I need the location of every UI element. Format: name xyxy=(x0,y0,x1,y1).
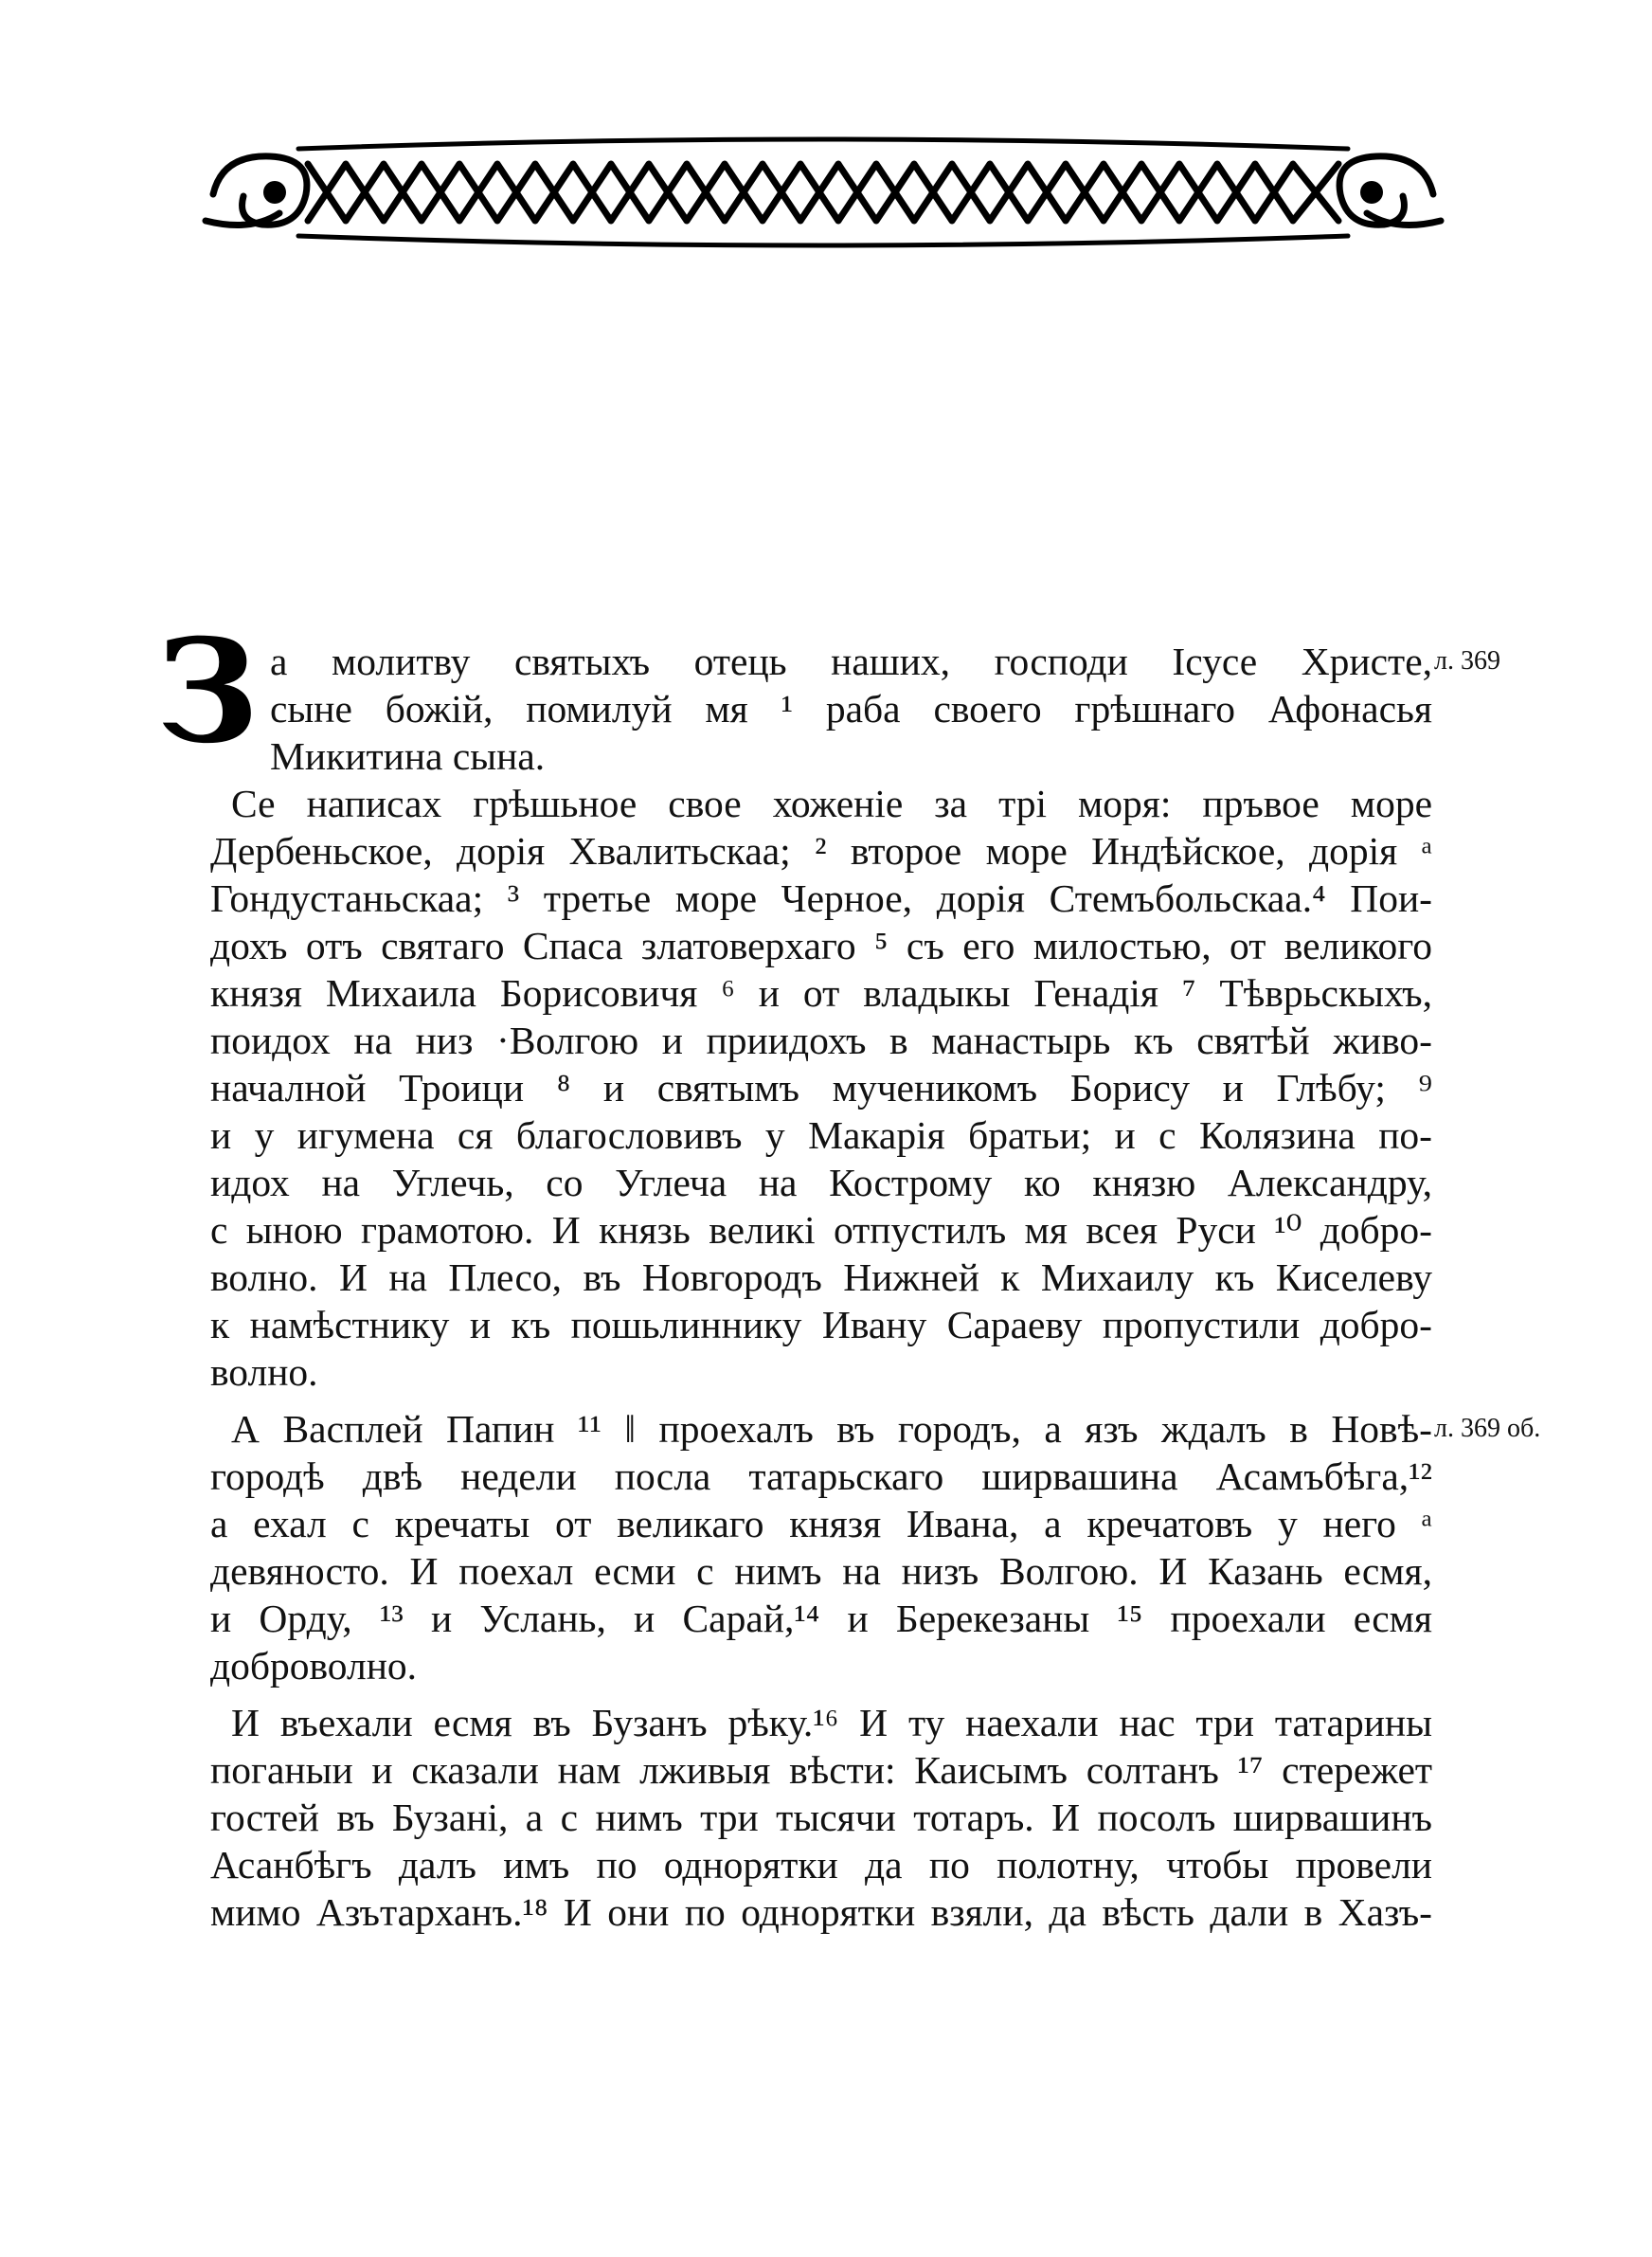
text-line: И въехали есмя въ Бузанъ рѣку.¹⁶ И ту наехали нас три татарины xyxy=(231,1701,1432,1744)
drop-cap-glyph: З xyxy=(155,608,260,775)
text-line: Гондустаньскаа; ³ третье море Черное, дорія Стемъбольскаа.⁴ Пои- xyxy=(210,876,1432,920)
text-line: девяносто. И поехал есми с нимъ на низъ Волгою. И Казань есмя, xyxy=(210,1549,1432,1593)
text-line: поганыи и сказали нам лживыя вѣсти: Каисымъ солтанъ ¹⁷ стережет xyxy=(210,1748,1432,1792)
text-line: Асанбѣгъ далъ имъ по однорятки да по полотну, чтобы провели xyxy=(210,1843,1432,1887)
text-line: а молитву святыхъ отець наших, господи Ісусе Христе, xyxy=(270,640,1432,683)
text-line: волно. И на Плесо, въ Новгородъ Нижней к Михаилу къ Киселеву xyxy=(210,1255,1432,1299)
drop-cap-letter xyxy=(155,608,260,775)
text-line: гостей въ Бузані, а с нимъ три тысячи тотаръ. И посолъ ширвашинъ xyxy=(210,1796,1432,1839)
text-line: князя Михаила Борисовичя ⁶ и от владыкы Генадія ⁷ Тѣврьскыхъ, xyxy=(210,971,1432,1015)
text-line: поидох на низ ·Волгою и приидохъ в манастырь къ святѣй живо- xyxy=(210,1019,1432,1062)
margin-note-folio-369: л. 369 xyxy=(1434,646,1500,676)
text-line: Се написах грѣшьное свое хоженіе за трі моря: пръвое море xyxy=(231,782,1432,825)
text-line: и у игумена ся благословивъ у Макарія братьи; и с Колязина по- xyxy=(210,1113,1432,1157)
text-line: сыне божій, помилуй мя ¹ раба своего грѣшнаго Афонасья xyxy=(270,687,1432,731)
text-line: дохъ отъ святаго Спаса златоверхаго ⁵ съ его милостью, от великого xyxy=(210,924,1432,967)
text-line: идох на Углечь, со Углеча на Кострому ко князю Александру, xyxy=(210,1161,1432,1204)
text-line: началной Троици ⁸ и святымъ мученикомъ Борису и Глѣбу; ⁹ xyxy=(210,1066,1432,1110)
text-line: Микитина сына. xyxy=(270,734,546,778)
text-line: Дербеньское, дорія Хвалитьскаа; ² второе море Индѣйское, дорія ᵃ xyxy=(210,829,1432,873)
decorative-headpiece-ornament xyxy=(194,137,1452,246)
text-line: А Васплей Папин ¹¹ ‖ проехалъ въ городъ, а язъ ждалъ в Новѣ- xyxy=(231,1407,1432,1451)
text-line: доброволно. xyxy=(210,1644,418,1688)
text-line: с ыною грамотою. И князь великі отпустилъ мя всея Руси ¹⁰ добро- xyxy=(210,1208,1432,1252)
text-line: мимо Азътарханъ.¹⁸ И они по однорятки взяли, да вѣсть дали в Хазъ- xyxy=(210,1890,1432,1934)
text-line: а ехал с кречаты от великаго князя Ивана, а кречатовъ у него ᵃ xyxy=(210,1502,1432,1545)
margin-note-folio-369-verso: л. 369 об. xyxy=(1434,1414,1541,1443)
text-line: к намѣстнику и къ пошьлиннику Ивану Сараеву пропустили добро- xyxy=(210,1303,1432,1346)
text-line: городѣ двѣ недели посла татарьскаго ширвашина Асамъбѣга,¹² xyxy=(210,1454,1432,1498)
text-line: волно. xyxy=(210,1350,318,1394)
text-line: и Орду, ¹³ и Услань, и Сарай,¹⁴ и Берекезаны ¹⁵ проехали есмя xyxy=(210,1597,1432,1640)
